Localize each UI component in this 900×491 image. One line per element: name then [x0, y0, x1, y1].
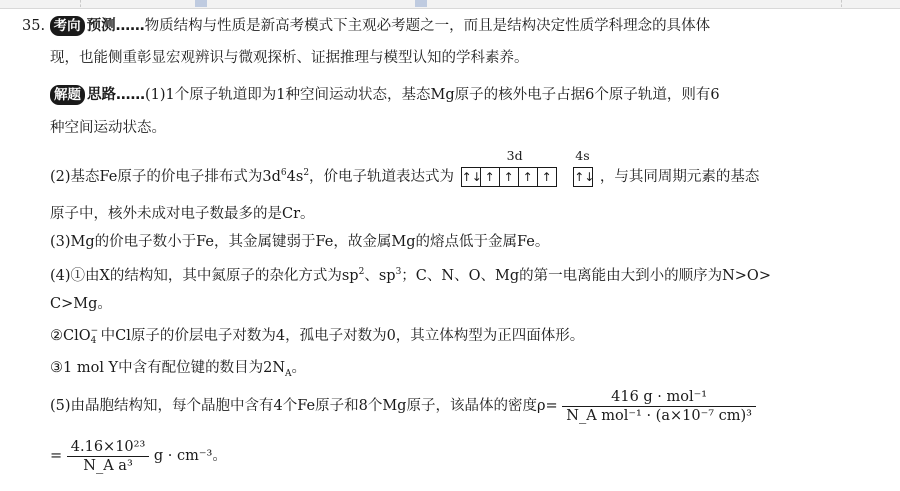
- part1-line-2: [50, 118, 166, 138]
- density-numerator: 416 g · mol⁻¹: [562, 389, 756, 407]
- superscript: 3: [395, 267, 402, 277]
- part2-text-b: 4s: [286, 168, 304, 185]
- part4-text-b: 、sp: [364, 267, 396, 284]
- orbital-box: ↑↓: [574, 169, 595, 184]
- part2-text-2: 原子中，核外未成对电子数最多的是Cr。: [50, 206, 315, 222]
- part1-text-1: (1)1个原子轨道即为1种空间运动状态，基态Mg原子的核外电子占据6个原子轨道，则有6: [145, 87, 720, 103]
- intro-text-1: 物质结构与性质是新高考模式下主观必考题之一，而且是结构决定性质学科理念的具体体: [144, 18, 711, 34]
- orbital-3d: [461, 147, 557, 189]
- question-number: 35.: [22, 18, 46, 34]
- part4-line-1: [50, 262, 771, 286]
- part4-sub3-line: [50, 358, 306, 384]
- part2-line-1: [50, 147, 760, 189]
- leader-dots: ……: [115, 18, 145, 34]
- part5-line: [50, 386, 756, 426]
- result-unit: g · cm⁻³。: [153, 448, 227, 464]
- orbital-3d-label: 3d: [506, 147, 523, 163]
- part4-sub3-text: ③1 mol Y中含有配位键的数目为2N: [50, 360, 286, 376]
- superscript: 6: [280, 168, 287, 178]
- badge-label: 预测: [86, 18, 116, 34]
- part4-text-2: C>Mg。: [50, 296, 112, 312]
- part2-line-2: [50, 204, 315, 224]
- badge-label: 思路: [87, 87, 116, 103]
- equals-sign: =: [50, 448, 63, 464]
- ruler-guides: [80, 0, 842, 7]
- orbital-box: ↑: [500, 168, 519, 186]
- density-fraction: [562, 389, 756, 424]
- part2-text-d: ，与其同周期元素的基态: [599, 168, 760, 185]
- orbital-box: ↑: [519, 168, 538, 186]
- part2-text-a: (2)基态Fe原子的价电子排布式为3d: [50, 168, 281, 185]
- orbital-box: ↑: [541, 169, 552, 184]
- orbital-4s: [573, 147, 595, 189]
- subscript: 4: [90, 336, 97, 346]
- badge-jieti: 解题: [50, 85, 85, 105]
- badge-kaoxiang: 考向: [50, 16, 85, 36]
- part2-text-c: ，价电子轨道表达式为: [309, 168, 455, 185]
- clo4-charges: [91, 326, 101, 346]
- part4-text-c: ；C、N、O、Mg的第一电离能由大到小的顺序为N>O>: [401, 267, 771, 284]
- subscript: A: [285, 368, 292, 379]
- part3-text: (3)Mg的价电子数小于Fe，其金属键弱于Fe，故金属Mg的熔点低于金属Fe。: [50, 234, 550, 250]
- part3-line: [50, 232, 549, 252]
- leader-dots: ……: [116, 87, 145, 103]
- result-denominator: N_A a³: [83, 457, 133, 474]
- part5-text: (5)由晶胞结构知，每个晶胞中含有4个Fe原子和8个Mg原子，该晶体的密度ρ=: [50, 398, 558, 414]
- orbital-box: ↑: [481, 168, 500, 186]
- part4-sub3-end: 。: [291, 360, 307, 376]
- part4-sub2-line: [50, 326, 584, 346]
- part4-text-a: (4)①由X的结构知，其中氮原子的杂化方式为sp: [50, 267, 359, 284]
- part4-sub2-text: 中Cl原子的价层电子对数为4，孤电子对数为0，其立体构型为正四面体形。: [100, 328, 585, 344]
- orbital-box: ↑↓: [461, 169, 482, 184]
- part1-text-2: 种空间运动状态。: [50, 120, 166, 136]
- intro-line-2: [50, 48, 529, 68]
- result-numerator: 4.16×10²³: [67, 439, 150, 457]
- superscript: −: [90, 326, 99, 336]
- clo4-text: ②ClO: [50, 328, 91, 344]
- part5-result-line: [50, 436, 227, 476]
- superscript: 2: [303, 168, 310, 178]
- density-denominator: N_A mol⁻¹ · (a×10⁻⁷ cm)³: [566, 407, 752, 424]
- solution-header: [50, 85, 720, 105]
- orbital-4s-label: 4s: [575, 147, 590, 163]
- viewer-top-bar: [0, 0, 900, 9]
- question-header: [22, 16, 710, 36]
- part4-line-2: [50, 294, 112, 314]
- superscript: 2: [358, 267, 365, 277]
- intro-text-2: 现，也能侧重彰显宏观辨识与微观探析、证据推理与模型认知的学科素养。: [50, 50, 529, 66]
- result-fraction: [67, 439, 150, 474]
